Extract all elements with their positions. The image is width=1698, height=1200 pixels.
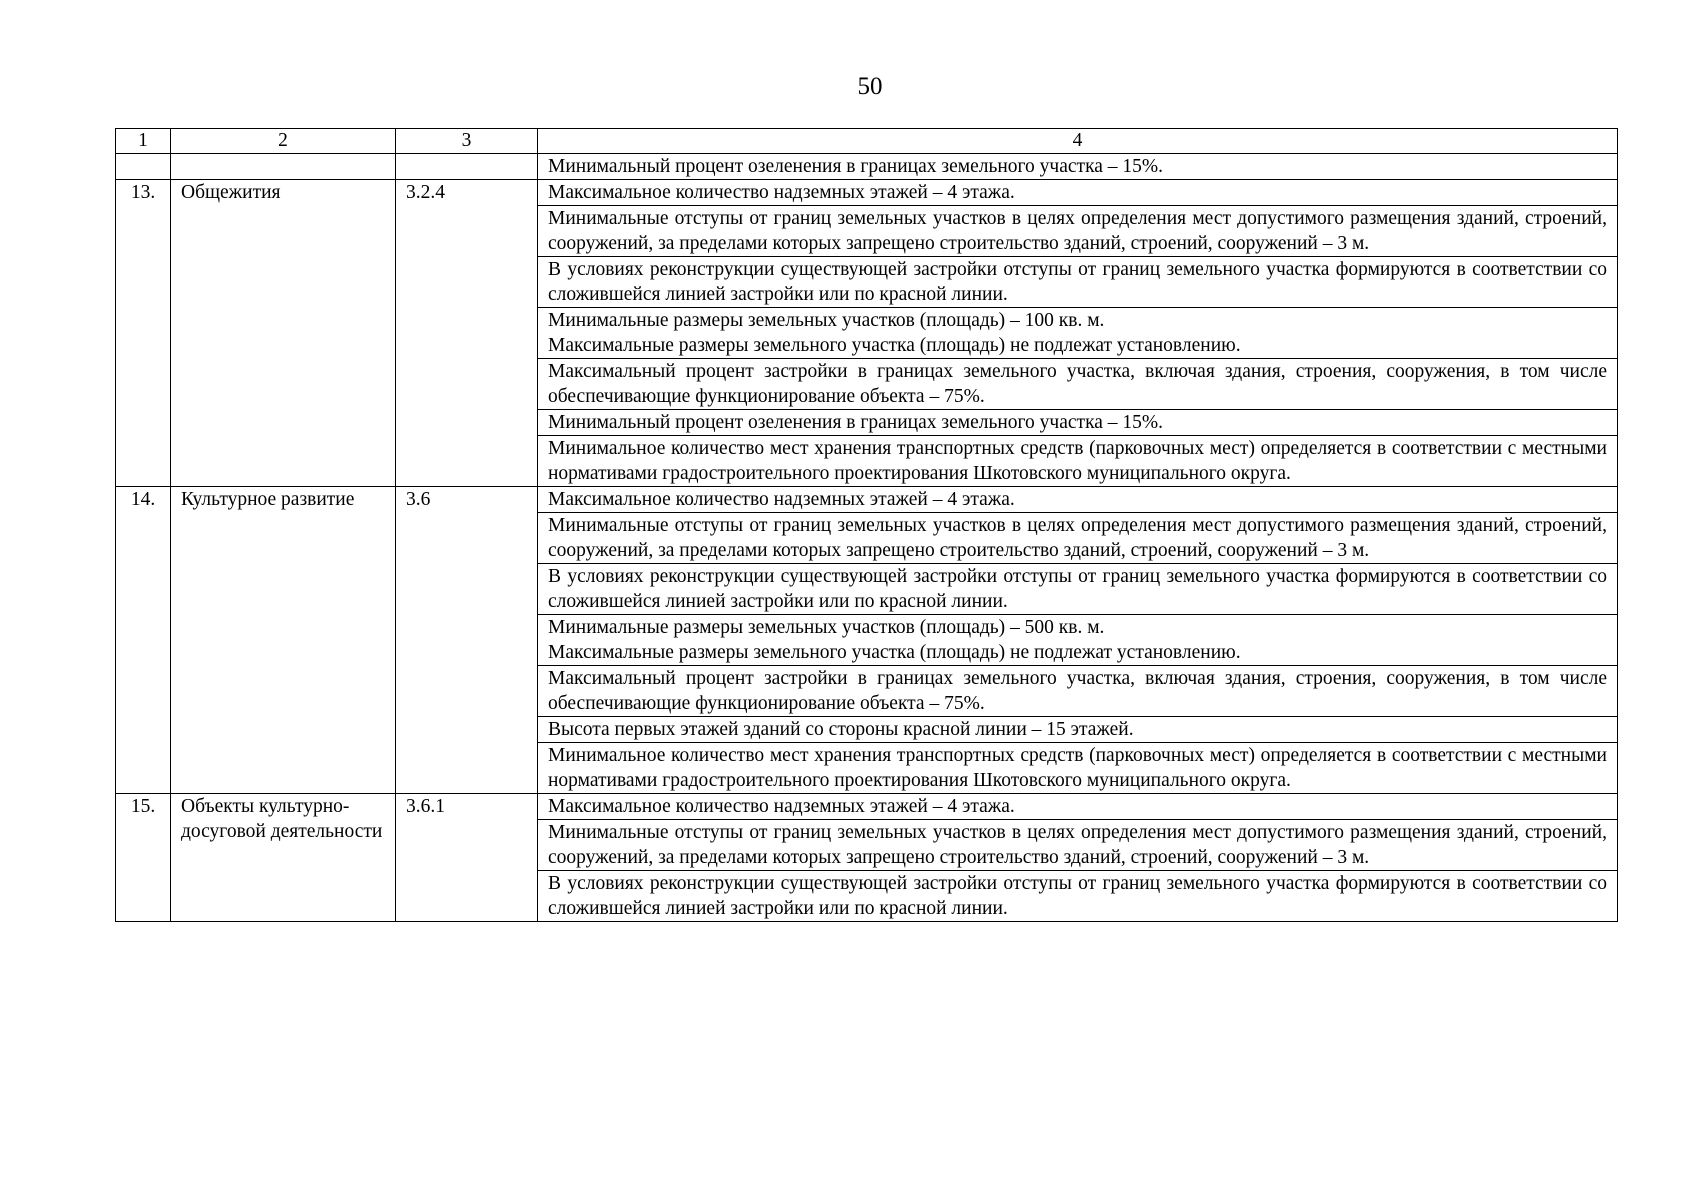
param-line: Минимальные отступы от границ земельных участков в целях определения мест допустимого размещения зданий, строений, сооружений, за пределами которых запрещено строительство зданий, строений, сооружений – 3 м. xyxy=(548,515,1607,561)
use-name-cell: Общежития xyxy=(171,180,396,487)
param-line: Минимальное количество мест хранения транспортных средств (парковочных мест) определяется в соответствии с местными нормативами градостроительного проектирования Шкотовского муниципального округа. xyxy=(548,438,1607,484)
param-line: Максимальный процент застройки в границах земельного участка, включая здания, строения, сооружения, в том числе обеспечивающие функционирование объекта – 75%. xyxy=(548,361,1607,407)
parameter-cell xyxy=(538,308,1618,359)
param-line: Минимальные размеры земельных участков (площадь) – 500 кв. м. xyxy=(548,617,1105,638)
row-number-cell: 15. xyxy=(116,794,171,922)
param-line: Минимальные размеры земельных участков (площадь) – 100 кв. м. xyxy=(548,310,1105,331)
parameter-cell xyxy=(538,743,1618,794)
param-line: Максимальное количество надземных этажей – 4 этажа. xyxy=(548,182,1015,203)
header-row xyxy=(116,129,1618,154)
table-row xyxy=(116,794,1618,820)
continuation-name-cell xyxy=(171,154,396,180)
row-number-cell: 13. xyxy=(116,180,171,487)
page-number: 50 xyxy=(857,73,883,100)
continuation-row xyxy=(116,154,1618,180)
param-line: Минимальные отступы от границ земельных участков в целях определения мест допустимого размещения зданий, строений, сооружений, за пределами которых запрещено строительство зданий, строений, сооружений – 3 м. xyxy=(548,822,1607,868)
parameter-cell xyxy=(538,820,1618,871)
use-code-cell: 3.6.1 xyxy=(396,794,538,922)
parameter-cell xyxy=(538,359,1618,410)
header-cell-2: 2 xyxy=(171,129,396,154)
parameter-cell xyxy=(538,794,1618,820)
param-line: Максимальные размеры земельного участка (площадь) не подлежат установлению. xyxy=(548,642,1241,663)
header-cell-4: 4 xyxy=(538,129,1618,154)
param-line: Минимальное количество мест хранения транспортных средств (парковочных мест) определяется в соответствии с местными нормативами градостроительного проектирования Шкотовского муниципального округа. xyxy=(548,745,1607,791)
continuation-code-cell xyxy=(396,154,538,180)
parameter-cell xyxy=(538,436,1618,487)
param-line: В условиях реконструкции существующей застройки отступы от границ земельного участка формируются в соответствии со сложившейся линией застройки или по красной линии. xyxy=(548,566,1607,612)
table-row xyxy=(116,180,1618,206)
row-number-cell: 14. xyxy=(116,487,171,794)
header-cell-1: 1 xyxy=(116,129,171,154)
use-name-cell: Культурное развитие xyxy=(171,487,396,794)
use-code-cell: 3.2.4 xyxy=(396,180,538,487)
parameter-cell xyxy=(538,871,1618,922)
continuation-param-cell xyxy=(538,154,1618,180)
regulations-table xyxy=(115,128,1618,922)
continuation-num-cell xyxy=(116,154,171,180)
param-line: Минимальный процент озеленения в границах земельного участка – 15%. xyxy=(548,412,1164,433)
parameter-cell xyxy=(538,487,1618,513)
use-code-cell: 3.6 xyxy=(396,487,538,794)
param-line: В условиях реконструкции существующей застройки отступы от границ земельного участка формируются в соответствии со сложившейся линией застройки или по красной линии. xyxy=(548,873,1607,919)
table-row xyxy=(116,487,1618,513)
param-line: Минимальные отступы от границ земельных участков в целях определения мест допустимого размещения зданий, строений, сооружений, за пределами которых запрещено строительство зданий, строений, сооружений – 3 м. xyxy=(548,208,1607,254)
parameter-cell xyxy=(538,666,1618,717)
parameter-cell xyxy=(538,513,1618,564)
param-line: Максимальное количество надземных этажей – 4 этажа. xyxy=(548,489,1015,510)
param-line: Высота первых этажей зданий со стороны красной линии – 15 этажей. xyxy=(548,719,1134,740)
param-line: Максимальный процент застройки в границах земельного участка, включая здания, строения, сооружения, в том числе обеспечивающие функционирование объекта – 75%. xyxy=(548,668,1607,714)
parameter-cell xyxy=(538,410,1618,436)
param-line: Максимальное количество надземных этажей – 4 этажа. xyxy=(548,796,1015,817)
parameter-cell xyxy=(538,564,1618,615)
parameter-cell xyxy=(538,206,1618,257)
parameter-cell xyxy=(538,180,1618,206)
parameter-cell xyxy=(538,615,1618,666)
use-name-cell: Объекты культурно-досуговой деятельности xyxy=(171,794,396,922)
param-line: Максимальные размеры земельного участка (площадь) не подлежат установлению. xyxy=(548,335,1241,356)
parameter-cell xyxy=(538,257,1618,308)
parameter-cell xyxy=(538,717,1618,743)
header-cell-3: 3 xyxy=(396,129,538,154)
param-line: Минимальный процент озеленения в границах земельного участка – 15%. xyxy=(548,156,1164,177)
param-line: В условиях реконструкции существующей застройки отступы от границ земельного участка формируются в соответствии со сложившейся линией застройки или по красной линии. xyxy=(548,259,1607,305)
